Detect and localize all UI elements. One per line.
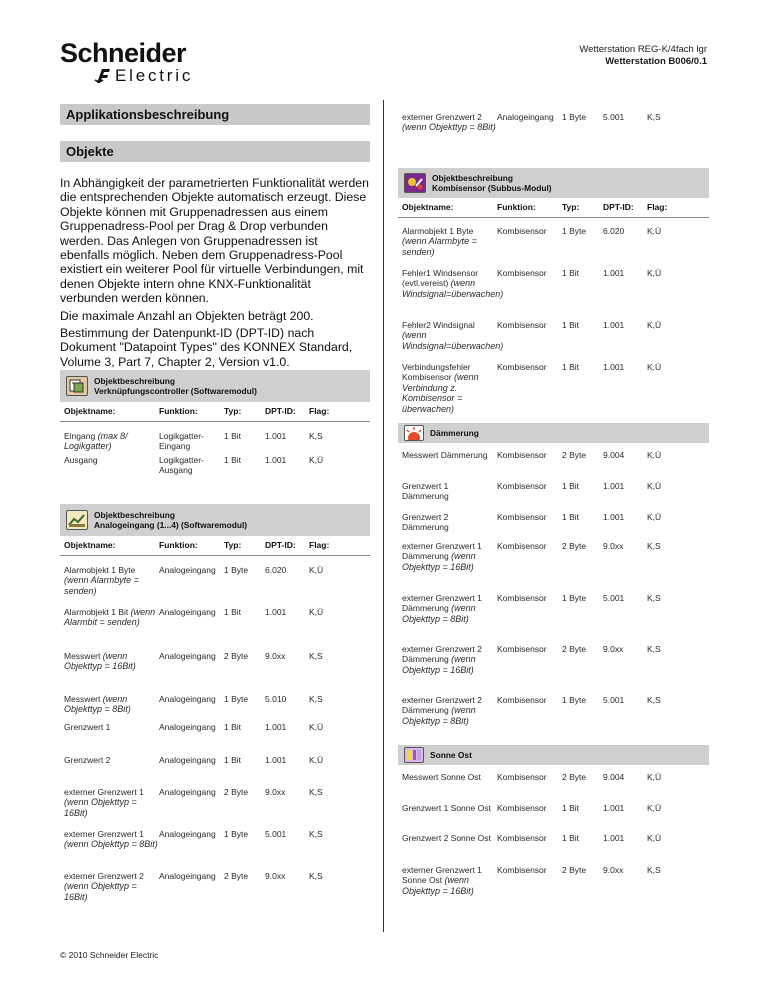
cell-dpt: 6.020	[603, 226, 625, 236]
cell-type: 2 Byte	[562, 772, 587, 782]
paragraph-dpt: Bestimmung der Datenpunkt-ID (DPT-ID) nach Dokument "Datapoint Types" des KONNEX Standard, Volume 3, Part 7, Chapter 2, Version v1.0.	[60, 326, 353, 369]
col-flag: Flag:	[309, 540, 330, 551]
cell-func: Kombisensor	[497, 320, 547, 330]
col-flag: Flag:	[647, 202, 668, 213]
cell-type: 1 Bit	[562, 268, 580, 278]
cell-dpt: 1.001	[603, 320, 625, 330]
cell-type: 1 Byte	[562, 226, 587, 236]
cell-func: Logikgatter-Ausgang	[159, 455, 204, 476]
cell-note: (wenn Alarmbyte = senden)	[402, 236, 477, 257]
schneider-logo	[60, 40, 193, 84]
cell-func: Analogeingang	[159, 871, 216, 881]
cell-type: 1 Bit	[562, 803, 580, 813]
cell-name: externer Grenzwert 1 Dämmerung	[402, 541, 482, 562]
cell-dpt: 1.001	[265, 431, 287, 441]
table-row	[398, 833, 709, 865]
cell-flag: K,Ü	[647, 362, 662, 372]
cell-type: 1 Byte	[224, 829, 249, 839]
col-objektname: Objektname:	[402, 202, 454, 213]
cell-note: (wenn Objekttyp = 8Bit)	[402, 603, 476, 624]
analog-input-icon	[66, 510, 88, 530]
header-product: Wetterstation REG-K/4fach lgr	[579, 44, 707, 55]
cell-name: Messwert	[64, 651, 101, 661]
cell-flag: K,Ü	[309, 722, 324, 732]
cell-flag: K,S	[309, 431, 323, 441]
cell-func: Analogeingang	[159, 755, 216, 765]
footer-copyright: © 2010 Schneider Electric	[60, 950, 159, 960]
cell-dpt: 9.0xx	[603, 644, 624, 654]
cell-dpt: 9.0xx	[603, 541, 624, 551]
cell-flag: K,Ü	[647, 226, 662, 236]
section-heading-applikation: Applikationsbeschreibung	[60, 104, 370, 125]
cell-type: 1 Bit	[224, 607, 242, 617]
table-column-header	[398, 198, 709, 218]
cell-flag: K,Ü	[647, 833, 662, 843]
col-funktion: Funktion:	[497, 202, 536, 213]
paragraph-intro: In Abhängigkeit der parametrierten Funktionalität werden die entsprechenden Objekte automatisch erzeugt. Diese Objekte können mit Gruppenadressen aus einem Gruppenadress-Pool per Drag & Drop verbunden werden. Das Anlegen von Gruppenadressen ist ebenfalls möglich. Neben dem Gruppenadress-Pool existiert ein weiterer Pool für virtuelle Verbindungen, mit denen Objekte intern ohne KNX-Funktionalität verbunden werden können.	[60, 176, 369, 306]
table-row	[398, 320, 709, 362]
cell-name: Messwert Dämmerung	[402, 450, 488, 460]
cell-func: Analogeingang	[159, 565, 216, 575]
cell-func: Kombisensor	[497, 833, 547, 843]
cell-note: (wenn Objekttyp = 16Bit)	[402, 551, 476, 572]
cell-note: (wenn Objekttyp = 8Bit)	[402, 122, 496, 133]
table-row	[60, 422, 370, 454]
table-row	[60, 829, 370, 871]
cell-func: Kombisensor	[497, 512, 547, 522]
cell-note: (wenn Objekttyp = 8Bit)	[64, 694, 131, 715]
cell-type: 2 Byte	[224, 787, 249, 797]
table-row	[398, 512, 709, 541]
cell-name: Fehler2 Windsignal	[402, 320, 475, 330]
col-objektname: Objektname:	[64, 406, 116, 417]
col-flag: Flag:	[309, 406, 330, 417]
cell-name: externer Grenzwert 2	[402, 112, 482, 122]
cell-type: 1 Bit	[562, 362, 580, 372]
cell-type: 1 Byte	[562, 695, 587, 705]
cell-type: 1 Bit	[224, 455, 242, 465]
cell-type: 1 Byte	[224, 694, 249, 704]
cell-type: 1 Bit	[562, 481, 580, 491]
cell-name: externer Grenzwert 1 Sonne Ost	[402, 865, 482, 886]
cell-name: externer Grenzwert 2 Dämmerung	[402, 695, 482, 716]
cell-flag: K,Ü	[309, 565, 324, 575]
cell-name: Grenzwert 2	[64, 755, 111, 765]
cell-flag: K,Ü	[309, 455, 324, 465]
right-column	[398, 100, 709, 896]
cell-note: (wenn Windsignal=überwachen)	[402, 278, 504, 299]
table-row	[398, 268, 709, 320]
col-funktion: Funktion:	[159, 540, 198, 551]
col-typ: Typ:	[224, 540, 242, 551]
cell-func: Analogeingang	[159, 722, 216, 732]
dusk-icon	[404, 425, 424, 441]
table-row	[60, 871, 370, 905]
cell-func: Kombisensor	[497, 695, 547, 705]
section-heading-objekte: Objekte	[60, 141, 370, 162]
cell-func: Kombisensor	[497, 865, 547, 875]
cell-flag: K,S	[309, 829, 323, 839]
cell-type: 1 Bit	[224, 755, 242, 765]
cell-type: 1 Bit	[562, 833, 580, 843]
cell-type: 1 Byte	[224, 565, 249, 575]
cell-dpt: 1.001	[265, 607, 287, 617]
combi-sensor-icon	[404, 173, 426, 193]
cell-name: Grenzwert 2 Dämmerung	[402, 512, 449, 533]
cell-func: Analogeingang	[159, 787, 216, 797]
cell-func: Kombisensor	[497, 481, 547, 491]
col-typ: Typ:	[224, 406, 242, 417]
cell-flag: K,Ü	[647, 320, 662, 330]
table-row	[398, 803, 709, 833]
cell-dpt: 1.001	[603, 512, 625, 522]
table-row	[398, 593, 709, 644]
table-row	[60, 694, 370, 722]
cell-name: Alarmobjekt 1 Byte	[64, 565, 136, 575]
cell-dpt: 1.001	[265, 722, 287, 732]
cell-dpt: 1.001	[603, 268, 625, 278]
cell-name: Messwert Sonne Ost	[402, 772, 481, 782]
cell-note: (wenn Objekttyp = 8Bit)	[402, 705, 476, 726]
cell-name: externer Grenzwert 2 Dämmerung	[402, 644, 482, 665]
cell-name: Ausgang	[64, 455, 98, 465]
table-row	[60, 722, 370, 755]
cell-func: Kombisensor	[497, 362, 547, 372]
cell-flag: K,S	[647, 593, 661, 603]
cell-type: 1 Bit	[224, 431, 242, 441]
table-column-header	[60, 536, 370, 556]
table-title-line2: Analogeingang (1...4) (Softwaremodul)	[94, 520, 248, 530]
paragraph-max: Die maximale Anzahl an Objekten beträgt 200.	[60, 308, 314, 323]
cell-dpt: 5.001	[603, 695, 625, 705]
cell-flag: K,S	[309, 651, 323, 661]
cell-func: Analogeingang	[159, 829, 216, 839]
sun-east-icon	[404, 747, 424, 763]
cell-flag: K,Ü	[647, 803, 662, 813]
cell-flag: K,Ü	[647, 481, 662, 491]
cell-func: Kombisensor	[497, 803, 547, 813]
table-column-header	[60, 402, 370, 422]
header-title: Wetterstation B006/0.1	[605, 56, 707, 67]
cell-flag: K,S	[309, 871, 323, 881]
cell-dpt: 5.001	[265, 829, 287, 839]
table-sonne-ost	[398, 745, 709, 915]
logo-subword: Electric	[115, 66, 194, 85]
cell-type: 1 Bit	[562, 320, 580, 330]
cell-dpt: 9.004	[603, 772, 625, 782]
document-header	[579, 44, 707, 68]
table-title-line1: Objektbeschreibung	[94, 509, 175, 520]
cell-note: (wenn Objekttyp = 8Bit)	[64, 839, 158, 850]
col-objektname: Objektname:	[64, 540, 116, 551]
cell-dpt: 5.001	[603, 593, 625, 603]
table-analogeingang	[60, 504, 370, 905]
table-title-line1: Objektbeschreibung	[94, 375, 175, 386]
cell-name: externer Grenzwert 1	[64, 787, 144, 797]
cell-flag: K,S	[647, 865, 661, 875]
table-row	[398, 481, 709, 512]
table-row	[60, 787, 370, 829]
cell-note: (wenn Objekttyp = 16Bit)	[402, 654, 476, 675]
table-row	[398, 450, 709, 481]
table-row	[60, 565, 370, 607]
table-daemmerung	[398, 423, 709, 745]
cell-note: (max 8/ Logikgatter)	[64, 431, 128, 452]
cell-flag: K,Ü	[647, 512, 662, 522]
cell-flag: K,S	[309, 694, 323, 704]
logic-module-icon	[66, 376, 88, 396]
cell-type: 2 Byte	[224, 651, 249, 661]
table-row	[60, 607, 370, 651]
cell-flag: K,Ü	[647, 268, 662, 278]
cell-dpt: 5.010	[265, 694, 287, 704]
table-verknuepfung	[60, 370, 370, 486]
cell-func: Kombisensor	[497, 772, 547, 782]
cell-name: Grenzwert 1 Sonne Ost	[402, 803, 491, 813]
cell-note: (wenn Windsignal=überwachen)	[402, 330, 504, 351]
cell-type: 1 Bit	[562, 512, 580, 522]
cell-dpt: 1.001	[603, 362, 625, 372]
cell-name: externer Grenzwert 1 Dämmerung	[402, 593, 482, 614]
cell-flag: K,Ü	[647, 772, 662, 782]
logo-wordmark: Schneider	[60, 38, 187, 68]
cell-name: externer Grenzwert 1	[64, 829, 144, 839]
cell-name: externer Grenzwert 2	[64, 871, 144, 881]
cell-name: Eingang	[64, 431, 96, 441]
cell-func: Analogeingang	[159, 651, 216, 661]
table-row	[60, 755, 370, 787]
table-row	[398, 541, 709, 593]
cell-func: Analogeingang	[159, 694, 216, 704]
cell-func: Kombisensor	[497, 226, 547, 236]
left-column	[60, 104, 370, 902]
col-dpt: DPT-ID:	[265, 540, 296, 551]
cell-type: 2 Byte	[224, 871, 249, 881]
table-row	[398, 865, 709, 915]
cell-flag: K,S	[647, 112, 661, 122]
cell-note: (wenn Alarmbyte = senden)	[64, 575, 139, 596]
cell-dpt: 9.0xx	[265, 651, 286, 661]
table-title: Dämmerung	[430, 427, 479, 438]
table-title: Sonne Ost	[430, 749, 472, 760]
col-dpt: DPT-ID:	[265, 406, 296, 417]
cell-type: 2 Byte	[562, 450, 587, 460]
cell-name: Grenzwert 1	[64, 722, 111, 732]
cell-type: 2 Byte	[562, 865, 587, 875]
cell-flag: K,Ü	[309, 607, 324, 617]
cell-dpt: 9.0xx	[265, 787, 286, 797]
cell-type: 1 Byte	[562, 112, 587, 122]
table-row	[398, 362, 709, 426]
cell-name: Alarmobjekt 1 Byte	[402, 226, 474, 236]
cell-name: Grenzwert 1 Dämmerung	[402, 481, 449, 502]
cell-dpt: 9.004	[603, 450, 625, 460]
cell-dpt: 1.001	[603, 481, 625, 491]
cell-flag: K,Ü	[309, 755, 324, 765]
schneider-mark-icon	[94, 68, 112, 84]
cell-note: (wenn Objekttyp = 16Bit)	[402, 875, 474, 896]
cell-func: Kombisensor	[497, 268, 547, 278]
cell-name: Alarmobjekt 1 Bit	[64, 607, 129, 617]
cell-func: Logikgatter-Eingang	[159, 431, 204, 452]
table-row	[60, 454, 370, 486]
cell-name: Messwert	[64, 694, 101, 704]
cell-note: (wenn Objekttyp = 16Bit)	[64, 651, 136, 672]
table-row	[398, 100, 709, 162]
cell-dpt: 1.001	[265, 755, 287, 765]
table-kombisensor	[398, 168, 709, 426]
table-row	[398, 644, 709, 695]
cell-dpt: 5.001	[603, 112, 625, 122]
cell-name: Fehler1 Windsensor (evtl.vereist)	[402, 268, 479, 289]
cell-name: Verbindungsfehler Kombisensor	[402, 362, 471, 383]
col-typ: Typ:	[562, 202, 580, 213]
table-row	[398, 695, 709, 745]
table-row	[398, 226, 709, 268]
cell-flag: K,S	[647, 695, 661, 705]
cell-note: (wenn Objekttyp = 16Bit)	[64, 881, 137, 902]
col-dpt: DPT-ID:	[603, 202, 634, 213]
column-divider	[383, 100, 384, 932]
table-row	[398, 772, 709, 803]
cell-func: Analogeingang	[159, 607, 216, 617]
table-title-line1: Objektbeschreibung	[432, 172, 513, 183]
table-title-line2: Verknüpfungscontroller (Softwaremodul)	[94, 386, 257, 396]
table-title-line2: Kombisensor (Subbus-Modul)	[432, 183, 552, 193]
cell-type: 2 Byte	[562, 644, 587, 654]
cell-dpt: 1.001	[603, 803, 625, 813]
table-row	[60, 651, 370, 694]
cell-flag: K,Ü	[647, 450, 662, 460]
cell-flag: K,S	[309, 787, 323, 797]
cell-flag: K,S	[647, 541, 661, 551]
cell-func: Kombisensor	[497, 593, 547, 603]
cell-func: Kombisensor	[497, 644, 547, 654]
cell-type: 1 Byte	[562, 593, 587, 603]
cell-func: Kombisensor	[497, 541, 547, 551]
cell-flag: K,S	[647, 644, 661, 654]
cell-dpt: 1.001	[603, 833, 625, 843]
cell-func: Kombisensor	[497, 450, 547, 460]
cell-note: (wenn Objekttyp = 16Bit)	[64, 797, 137, 818]
cell-dpt: 1.001	[265, 455, 287, 465]
cell-dpt: 9.0xx	[603, 865, 624, 875]
cell-dpt: 9.0xx	[265, 871, 286, 881]
cell-type: 2 Byte	[562, 541, 587, 551]
cell-name: Grenzwert 2 Sonne Ost	[402, 833, 491, 843]
cell-type: 1 Bit	[224, 722, 242, 732]
cell-dpt: 6.020	[265, 565, 287, 575]
col-funktion: Funktion:	[159, 406, 198, 417]
cell-note: (wenn Alarmbit = senden)	[64, 607, 156, 628]
cell-func: Analogeingang	[497, 112, 554, 122]
cell-note: (wenn Verbindung z. Kombisensor = überwachen)	[402, 372, 479, 414]
